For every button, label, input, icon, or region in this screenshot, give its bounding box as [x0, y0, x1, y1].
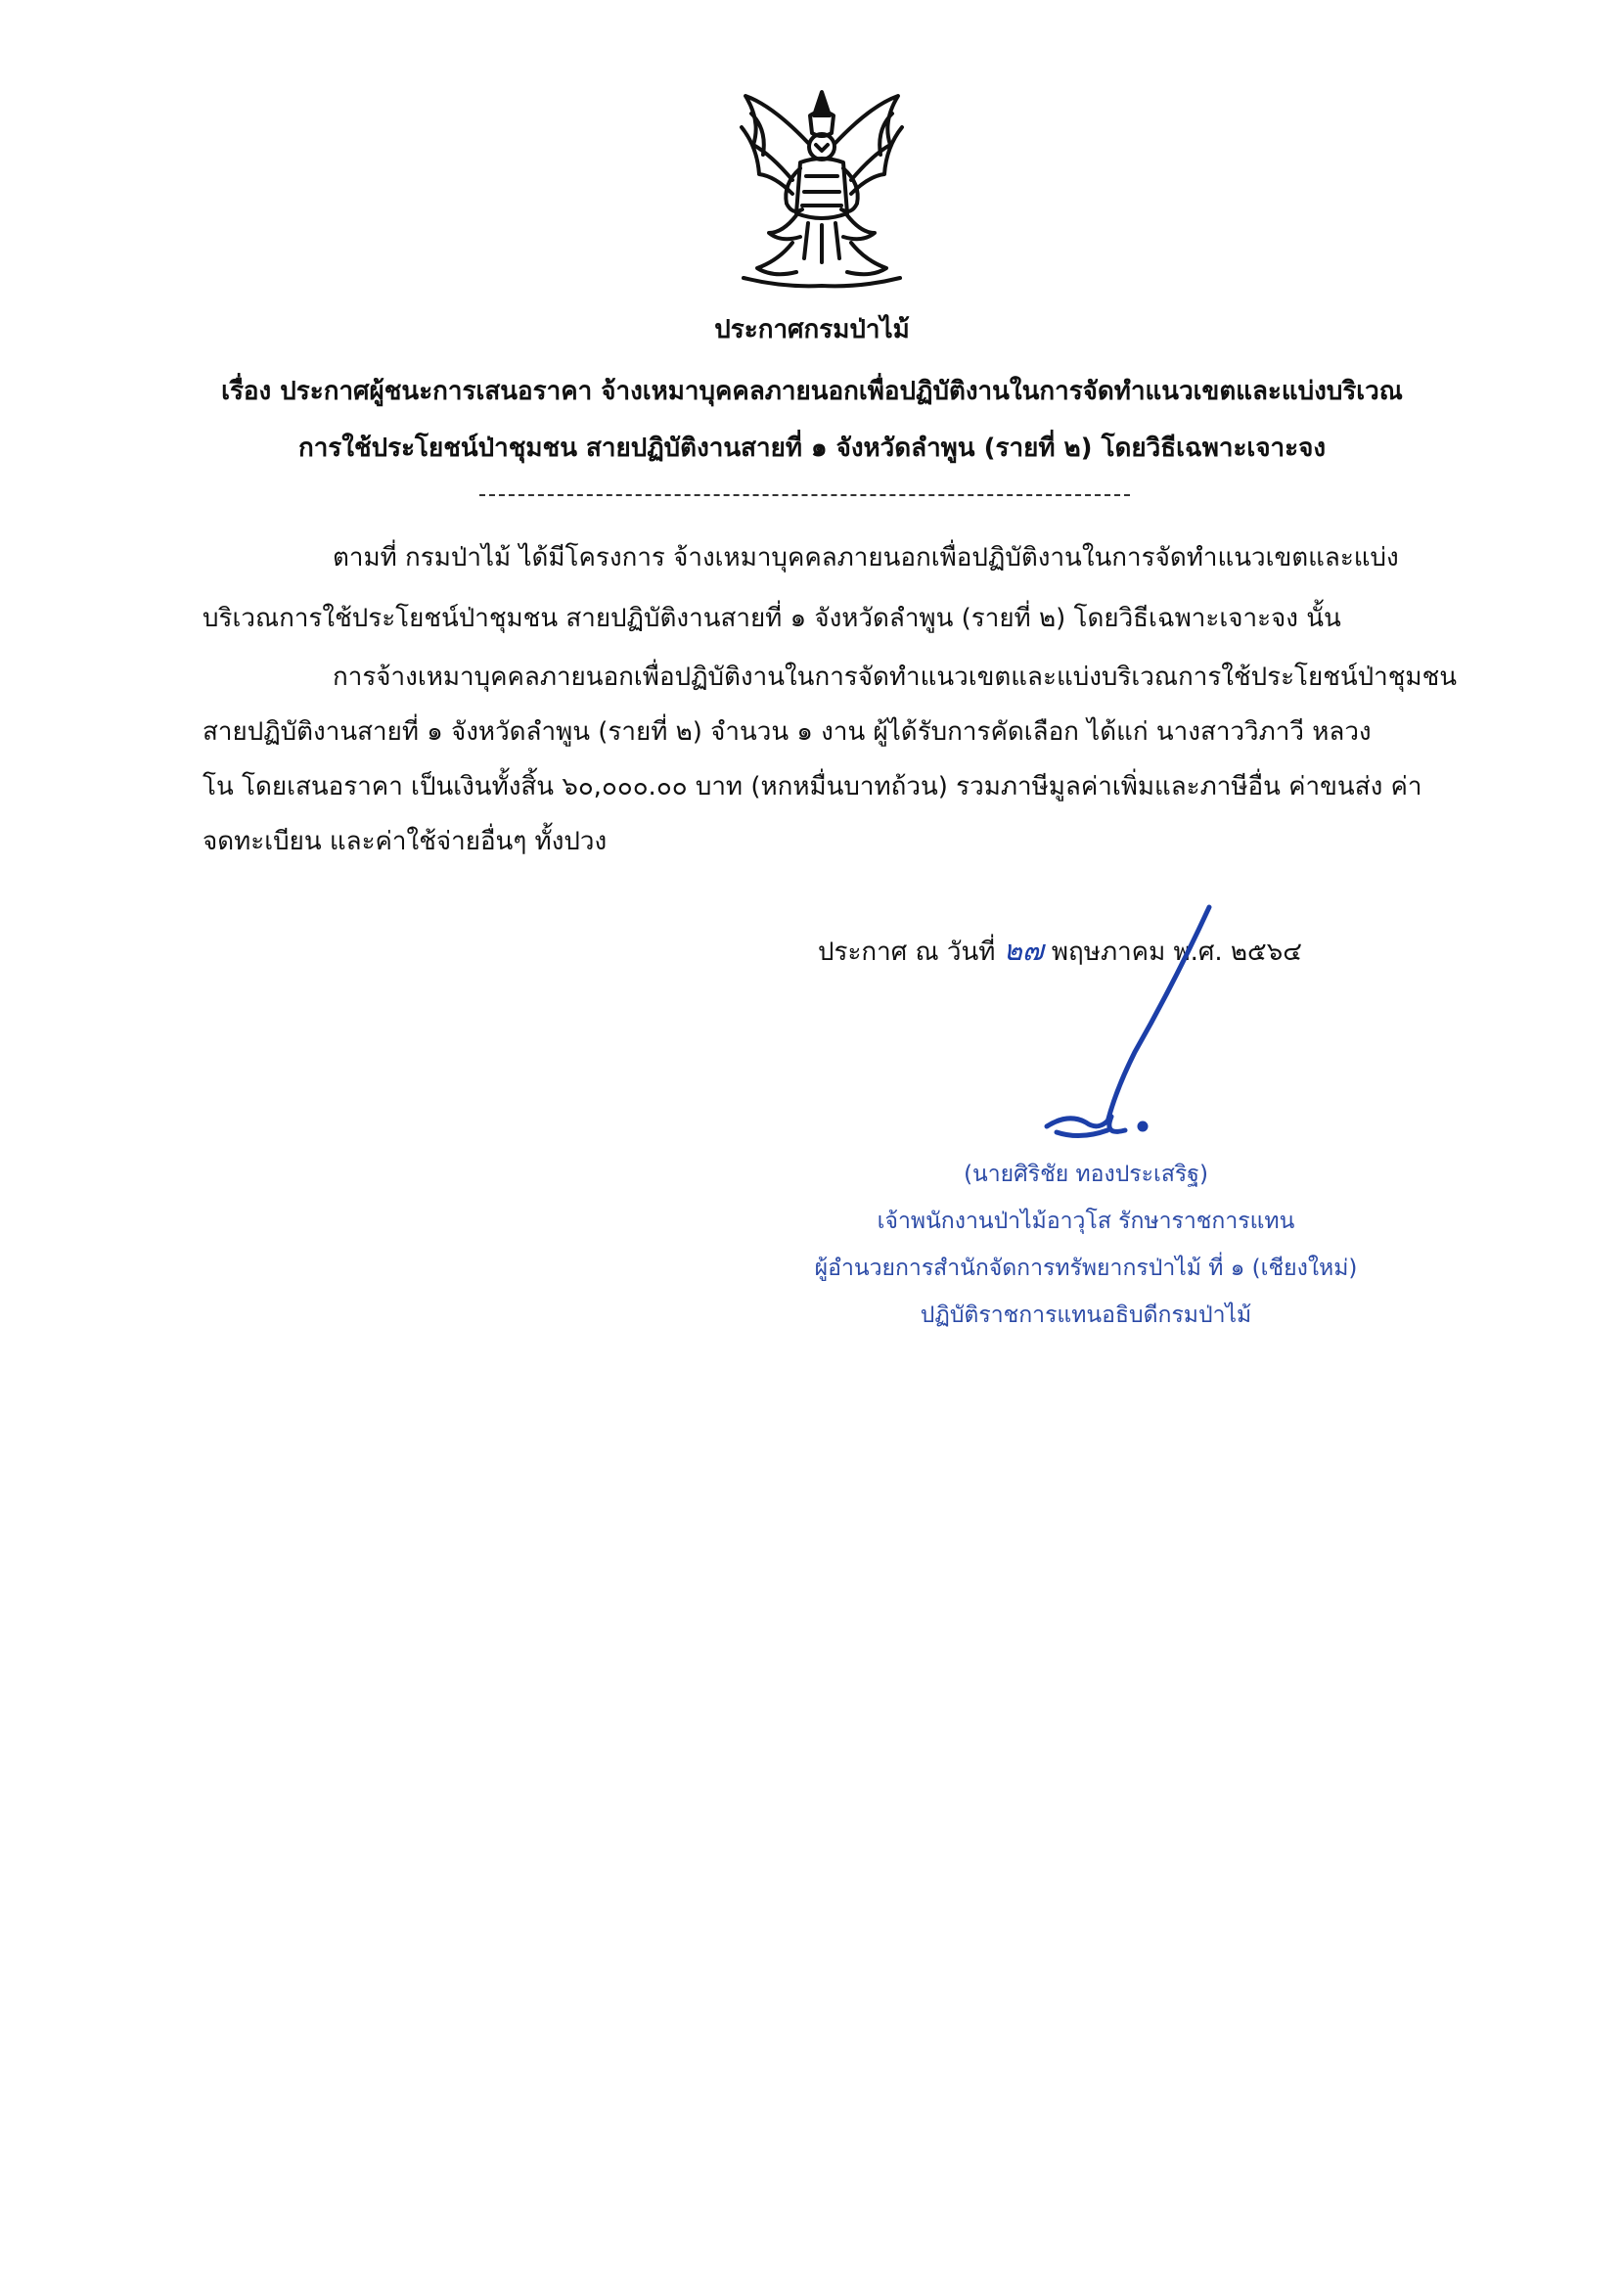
signatory-position-2: ผู้อำนวยการสำนักจัดการทรัพยากรป่าไม้ ที่ ๑ (เชียงใหม่)	[814, 1256, 1358, 1281]
paragraph-2-line-1: การจ้างเหมาบุคคลภายนอกเพื่อปฏิบัติงานในการจัดทำแนวเขตและแบ่งบริเวณการใช้ประโยชน์ป่าชุมชน	[333, 663, 1457, 692]
garuda-emblem	[724, 86, 920, 294]
document-title: ประกาศกรมป่าไม้	[714, 315, 910, 344]
paragraph-2-line-3: โน โดยเสนอราคา เป็นเงินทั้งสิ้น ๖๐,๐๐๐.๐๐ บาท (หกหมื่นบาทถ้วน) รวมภาษีมูลค่าเพิ่มและภาษีอื่น ค่าขนส่ง ค่า	[203, 772, 1422, 801]
signatory-position-3: ปฏิบัติราชการแทนอธิบดีกรมป่าไม้	[920, 1303, 1252, 1328]
separator-line	[479, 494, 1130, 496]
paragraph-1-line-2: บริเวณการใช้ประโยชน์ป่าชุมชน สายปฏิบัติงานสายที่ ๑ จังหวัดลำพูน (รายที่ ๒) โดยวิธีเฉพาะเจาะจง นั้น	[203, 604, 1341, 633]
signatory-name: (นายศิริชัย ทองประเสริฐ)	[964, 1162, 1208, 1187]
date-month-year: พฤษภาคม พ.ศ. ๒๕๖๔	[1051, 938, 1302, 967]
paragraph-2-line-2: สายปฏิบัติงานสายที่ ๑ จังหวัดลำพูน (รายที่ ๒) จำนวน ๑ งาน ผู้ได้รับการคัดเลือก ได้แก่ นางสาววิภาวี หลวง	[203, 717, 1372, 747]
date-prefix: ประกาศ ณ วันที่	[818, 938, 996, 967]
signatory-position-1: เจ้าพนักงานป่าไม้อาวุโส รักษาราชการแทน	[877, 1209, 1295, 1234]
subject-line-1: เรื่อง ประกาศผู้ชนะการเสนอราคา จ้างเหมาบุคคลภายนอกเพื่อปฏิบัติงานในการจัดทำแนวเขตและแบ่งบริเวณ	[221, 377, 1403, 406]
handwritten-signature	[1017, 895, 1242, 1150]
paragraph-2-line-4: จดทะเบียน และค่าใช้จ่ายอื่นๆ ทั้งปวง	[203, 827, 608, 856]
subject-line-2: การใช้ประโยชน์ป่าชุมชน สายปฏิบัติงานสายที่ ๑ จังหวัดลำพูน (รายที่ ๒) โดยวิธีเฉพาะเจาะจง	[297, 434, 1327, 463]
paragraph-1-line-1: ตามที่ กรมป่าไม้ ได้มีโครงการ จ้างเหมาบุคคลภายนอกเพื่อปฏิบัติงานในการจัดทำแนวเขตและแบ่ง	[333, 543, 1399, 572]
date-day-handwritten: ๒๗	[1003, 934, 1044, 967]
